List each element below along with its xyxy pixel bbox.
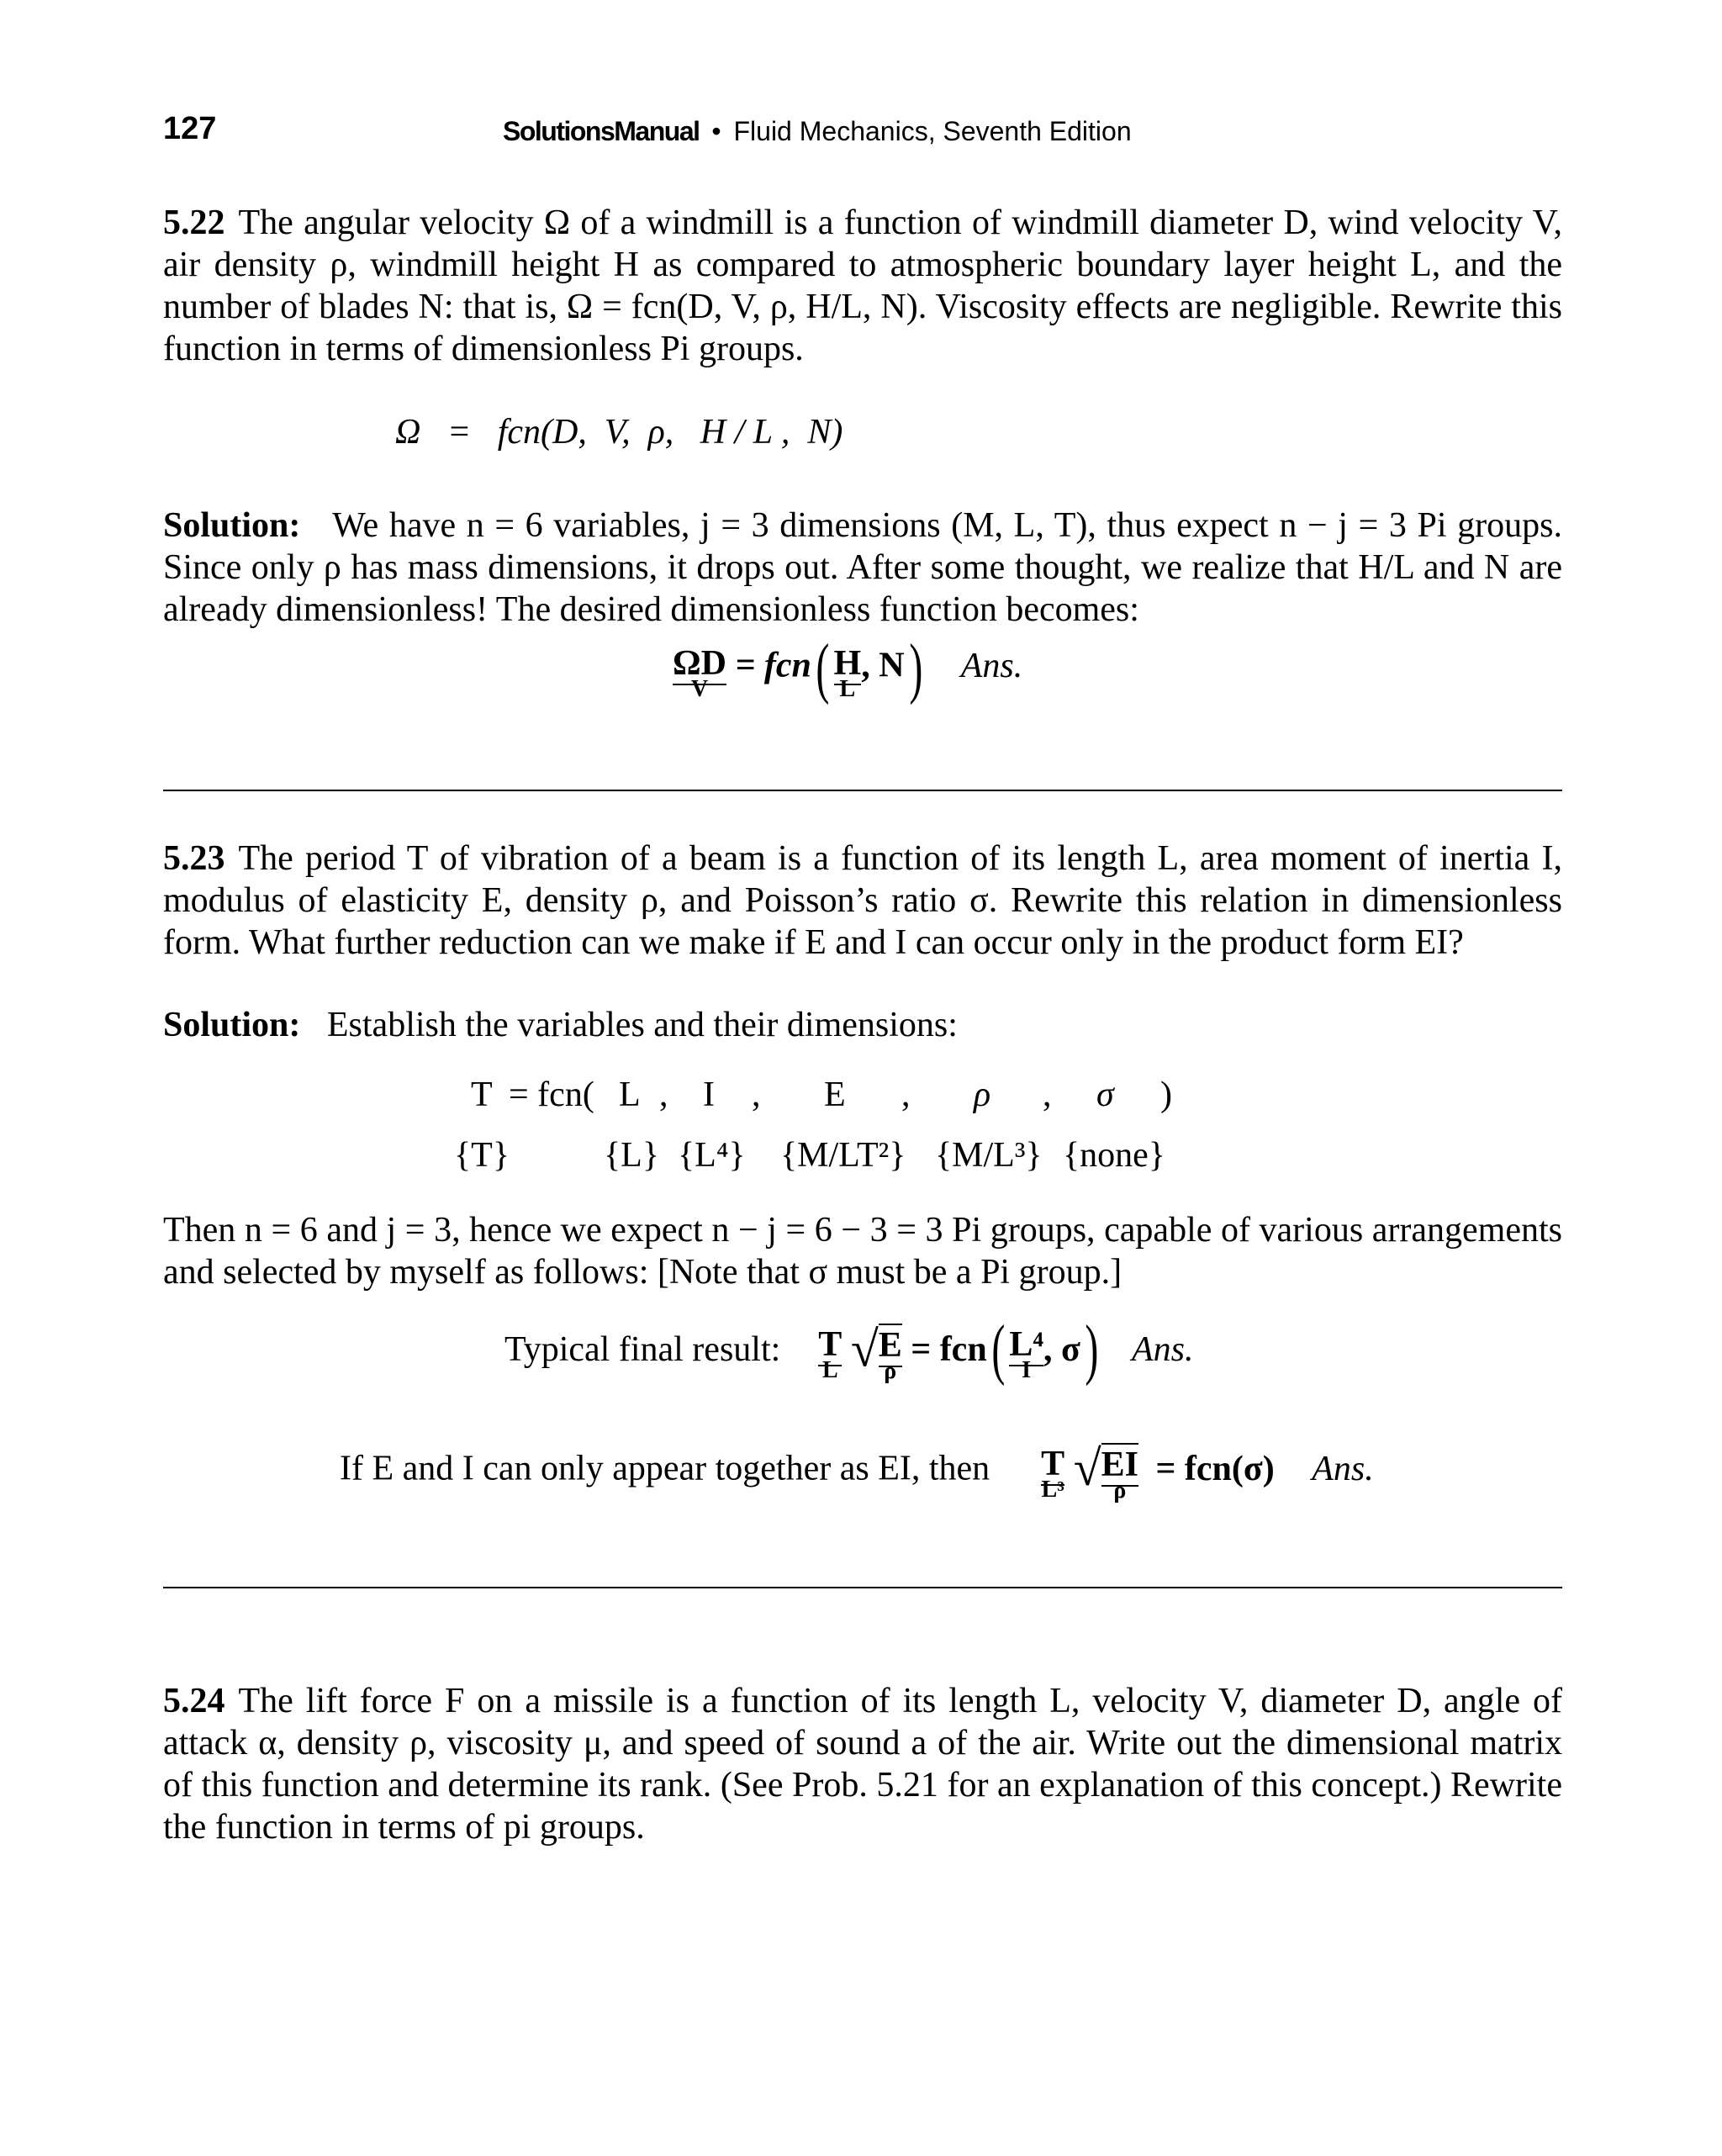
variables-row <box>0 1075 1722 1125</box>
e-numerator: E <box>878 1326 902 1365</box>
answer-tag: Ans. <box>1312 1449 1374 1488</box>
problem-number: 5.22 <box>163 203 225 242</box>
header-bullet: • <box>711 116 721 146</box>
l4-over-i-fraction <box>1009 1324 1043 1383</box>
solution-text: We have n = 6 variables, j = 3 dimensions (M, L, T), thus expect n − j = 3 Pi groups. Since only ρ has mass dimensions, it drops out. After some thought, we realize that H/L and N are already dimensionless! The desired dimensionless function becomes: <box>163 506 1563 629</box>
lhs-fraction <box>673 643 726 702</box>
answer-tag: Ans. <box>960 646 1023 685</box>
lhs-numerator: ΩD <box>673 644 726 683</box>
solution-label: Solution: <box>163 506 301 545</box>
dim-rho: {M/L³} <box>935 1136 1043 1175</box>
comma: , <box>752 1075 761 1114</box>
close-paren: ) <box>1160 1075 1172 1114</box>
problem-text: The period T of vibration of a beam is a function of its length L, area moment of inertia I, modulus of elasticity E, density ρ, and Poisson’s ratio σ. Rewrite this relation in dimensionless form. What further reduction can we make if E and I can occur only in the product form EI? <box>163 839 1562 962</box>
dim-I: {L⁴} <box>678 1136 746 1175</box>
section-divider <box>163 790 1562 791</box>
problem-text: The angular velocity Ω of a windmill is a function of windmill diameter D, wind velocity V, air density ρ, windmill height H as compared to atmospheric boundary layer height L, and the number of blades N: that is, Ω = fcn(D, V, ρ, H/L, N). Viscosity effects are negligible. Rewrite this function in terms of dimensionless Pi groups. <box>163 203 1562 368</box>
answer-tag: Ans. <box>1131 1330 1194 1369</box>
solution-text: Establish the variables and their dimensions: <box>326 1006 958 1044</box>
problem-number: 5.23 <box>163 839 225 878</box>
close-paren: ) <box>908 631 922 705</box>
open-paren: ( <box>816 631 830 705</box>
var-sigma: σ <box>1096 1075 1114 1114</box>
problem-number: 5.24 <box>163 1682 225 1720</box>
close-paren: ) <box>1085 1313 1099 1387</box>
eq-fcn: = fcn <box>911 1330 987 1369</box>
section-divider <box>163 1587 1562 1588</box>
var-E: E <box>824 1075 846 1114</box>
typical-label: Typical final result: <box>504 1330 781 1369</box>
typical-result <box>504 1313 1194 1387</box>
l4-numerator: L⁴ <box>1009 1325 1043 1364</box>
t-over-l3-fraction <box>1041 1444 1065 1503</box>
rho-denominator: ρ <box>884 1358 897 1384</box>
given-equation: Ω = fcn(D, V, ρ, H / L , N) <box>395 413 843 452</box>
dim-E: {M/LT²} <box>780 1136 906 1175</box>
comma: , <box>659 1075 668 1114</box>
running-header <box>503 116 1132 147</box>
solution-label: Solution: <box>163 1006 301 1044</box>
problem-5-22-statement <box>163 202 1562 370</box>
lhs-denominator: V <box>690 676 709 702</box>
ei-label: If E and I can only appear together as EI, then <box>340 1449 990 1488</box>
comma: , <box>1043 1075 1052 1114</box>
dim-L: {L} <box>604 1136 659 1175</box>
problem-5-23-solution <box>163 1004 1562 1046</box>
ei-rhs: = fcn(σ) <box>1155 1449 1275 1488</box>
var-rho: ρ <box>974 1075 991 1114</box>
arg-denominator: L <box>839 676 856 702</box>
dim-sigma: {none} <box>1063 1136 1165 1175</box>
l3-denominator: L³ <box>1041 1476 1064 1503</box>
problem-text: The lift force F on a missile is a function of its length L, velocity V, diameter D, angle of attack α, density ρ, viscosity μ, and speed of sound a of the air. Write out the dimensional matrix of this function and determine its rank. (See Prob. 5.21 for an explanation of this concept.) Rewrite the function in terms of pi groups. <box>163 1682 1562 1847</box>
problem-5-24-statement <box>163 1680 1562 1848</box>
problem-5-23-followup: Then n = 6 and j = 3, hence we expect n − j = 6 − 3 = 3 Pi groups, capable of various arrangements and selected by myself as follows: [Note that σ must be a Pi group.] <box>163 1211 1562 1292</box>
dim-T: {T} <box>454 1136 510 1175</box>
rho-denominator: ρ <box>1113 1477 1127 1503</box>
t-over-l-fraction <box>818 1324 843 1383</box>
var-fcn: = fcn( <box>509 1075 594 1114</box>
t-numerator: T <box>818 1325 843 1364</box>
sqrt-sign: √ <box>850 1321 879 1377</box>
sqrt-sign: √ <box>1073 1440 1101 1496</box>
manual-label: SolutionsManual <box>503 116 700 146</box>
ei-result <box>340 1440 1374 1503</box>
var-L: L <box>619 1075 641 1114</box>
problem-5-22-solution <box>163 505 1562 631</box>
open-paren: ( <box>991 1313 1005 1387</box>
var-T: T <box>471 1075 493 1114</box>
arg-rest: , N <box>861 646 905 685</box>
book-title: Fluid Mechanics, Seventh Edition <box>733 116 1132 146</box>
t-numerator: T <box>1041 1444 1065 1483</box>
result-equation-5-22 <box>673 631 1023 705</box>
arg-rest: , σ <box>1043 1330 1080 1369</box>
arg-numerator: H <box>833 644 862 683</box>
var-I: I <box>703 1075 715 1114</box>
dimensions-row <box>0 1135 1722 1186</box>
i-denominator: I <box>1022 1357 1032 1383</box>
problem-5-23-statement <box>163 838 1562 964</box>
l-denominator: L <box>821 1357 838 1383</box>
ei-over-rho-fraction <box>1101 1443 1138 1503</box>
ei-numerator: EI <box>1101 1445 1138 1484</box>
e-over-rho-fraction <box>878 1324 902 1384</box>
comma: , <box>901 1075 911 1114</box>
page-number: 127 <box>163 111 217 146</box>
arg-fraction <box>833 643 862 702</box>
eq-fcn: = fcn <box>735 646 811 685</box>
